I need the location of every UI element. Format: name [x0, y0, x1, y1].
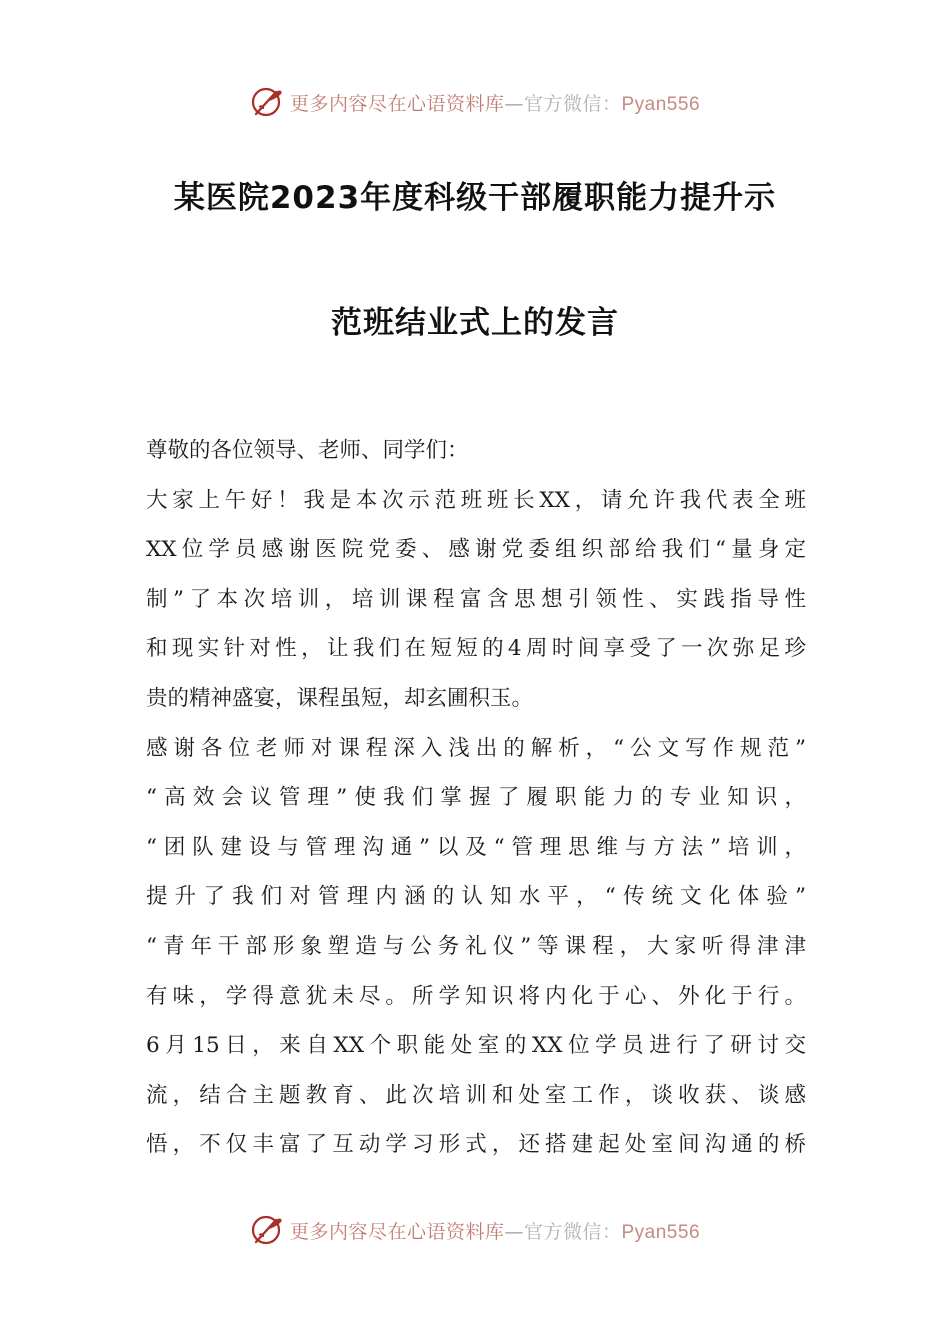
body-line: 大家上午好！我是本次示范班班长XX，请允许我代表全班: [146, 487, 806, 513]
banner-library-text: 更多内容尽在心语资料库: [289, 92, 505, 115]
body-line: 有味，学得意犹未尽。所学知识将内化于心、外化于行。: [146, 983, 806, 1009]
banner-wechat-label: 官方微信：: [523, 92, 622, 115]
body-line: “高效会议管理”使我们掌握了履职能力的专业知识，: [146, 785, 806, 811]
body-line: 贵的精神盛宴，课程虽短，却玄圃积玉。: [146, 685, 534, 711]
body-line: 提升了我们对管理内涵的认知水平，“传统文化体验”: [146, 884, 806, 910]
banner-dash: —: [504, 1220, 524, 1243]
banner-wechat-id: Pyan556: [621, 93, 701, 115]
body-line: “青年干部形象塑造与公务礼仪”等课程，大家听得津津: [146, 933, 806, 959]
footer-banner: [0, 1210, 950, 1250]
header-banner: [0, 82, 950, 122]
body-line: 6月15日，来自XX个职能处室的XX位学员进行了研讨交: [146, 1033, 806, 1059]
body-line: 悟，不仅丰富了互动学习形式，还搭建起处室间沟通的桥: [146, 1132, 806, 1158]
quill-logo-icon: [250, 85, 284, 119]
body-line: XX位学员感谢医院党委、感谢党委组织部给我们“量身定: [146, 537, 806, 563]
document-body: [146, 426, 806, 1170]
body-line: “团队建设与管理沟通”以及“管理思维与方法”培训，: [146, 834, 806, 860]
banner-text: [290, 89, 700, 116]
banner-library-text: 更多内容尽在心语资料库: [289, 1220, 505, 1243]
body-line: 感谢各位老师对课程深入浅出的解析，“公文写作规范”: [146, 735, 806, 761]
document-title-line-2: 范班结业式上的发言: [331, 305, 619, 341]
banner-wechat-id: Pyan556: [621, 1221, 701, 1243]
banner-dash: —: [504, 92, 524, 115]
body-line: 流，结合主题教育、此次培训和处室工作，谈收获、谈感: [146, 1082, 806, 1108]
body-line: 和现实针对性，让我们在短短的4周时间享受了一次弥足珍: [146, 636, 806, 662]
document-title-line-1: 某医院2023年度科级干部履职能力提升示: [173, 180, 777, 216]
body-line: 尊敬的各位领导、老师、同学们：: [146, 438, 469, 463]
quill-logo-icon: [250, 1213, 284, 1247]
banner-text: [290, 1217, 700, 1244]
body-line: 制”了本次培训，培训课程富含思想引领性、实践指导性: [146, 586, 806, 612]
banner-wechat-label: 官方微信：: [523, 1220, 622, 1243]
